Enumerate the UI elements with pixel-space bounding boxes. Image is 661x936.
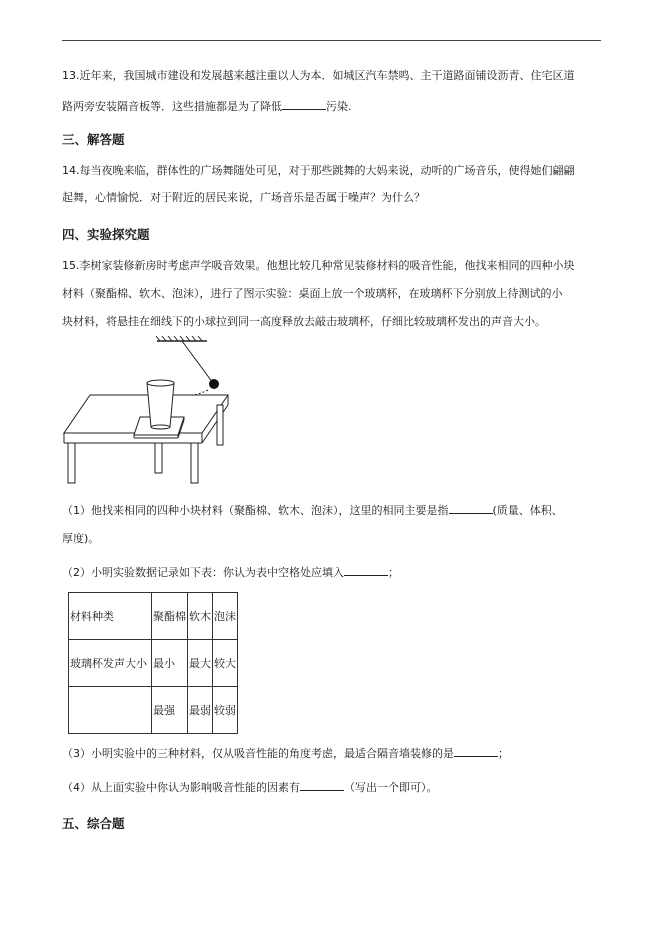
table-row (69, 640, 238, 687)
answer-blank[interactable] (282, 98, 326, 110)
table-cell: 玻璃杯发声大小 (69, 640, 152, 687)
q14-line1: 14.每当夜晚来临，群体性的广场舞随处可见，对于那些跳舞的大妈来说，动听的广场音乐，使得她们翩翩 (62, 164, 575, 177)
sub-question-4 (62, 779, 602, 796)
section-heading-3: 三、解答题 (62, 132, 125, 147)
data-table (68, 592, 238, 734)
table-cell: 最小 (152, 640, 188, 687)
q15-line1: 15.李树家装修新房时考虑声学吸音效果。他想比较几种常见装修材料的吸音性能，他找来相同的四种小块 (62, 259, 575, 272)
answer-blank[interactable] (344, 564, 388, 576)
table-row (69, 687, 238, 734)
sub1-text: （1）他找来相同的四种小块材料（聚酯棉、软木、泡沫），这里的相同主要是指 (62, 504, 449, 517)
q15-line3: 块材料，将悬挂在细线下的小球拉到同一高度释放去敲击玻璃杯，仔细比较玻璃杯发出的声音大小。 (62, 315, 546, 328)
sub3-end: ； (498, 747, 509, 760)
question-15 (62, 258, 602, 330)
table-cell: 较弱 (213, 687, 238, 734)
sub4-text: （4）从上面实验中你认为影响吸音性能的因素有 (62, 781, 300, 794)
q13-line2 (62, 98, 602, 115)
ceiling-mount (156, 336, 207, 341)
sub1-line2: 厚度)。 (62, 532, 100, 545)
q15-line2: 材料（聚酯棉、软木、泡沫），进行了图示实验：桌面上放一个玻璃杯，在玻璃杯下分别放上待测试的小 (62, 287, 563, 300)
sub-question-2 (62, 564, 602, 581)
table-cell: 最弱 (188, 687, 213, 734)
sub1-line1 (62, 502, 602, 519)
table-cell: 较大 (213, 640, 238, 687)
table-row (69, 593, 238, 640)
sub3-text: （3）小明实验中的三种材料，仅从吸音性能的角度考虑，最适合隔音墙装修的是 (62, 747, 454, 760)
section-heading-4: 四、实验探究题 (62, 227, 150, 242)
answer-blank[interactable] (300, 779, 344, 791)
string-line (182, 341, 213, 383)
q14-line2: 起舞，心情愉悦．对于附近的居民来说，广场音乐是否属于噪声？为什么？ (62, 191, 425, 204)
sub2-text: （2）小明实验数据记录如下表：你认为表中空格处应填入 (62, 566, 344, 579)
q13-line2-end: 污染. (326, 100, 352, 113)
section-heading-5: 五、综合题 (62, 816, 125, 831)
q13-line2-text: 路两旁安装隔音板等．这些措施都是为了降低 (62, 100, 282, 113)
table-cell: 聚酯棉 (152, 593, 188, 640)
glass-cup (147, 380, 174, 429)
q13-line1: 13.近年来，我国城市建设和发展越来越注重以人为本．如城区汽车禁鸣、主干道路面铺设沥青、住宅区道 (62, 69, 575, 82)
sub2-end: ； (388, 566, 399, 579)
sub-question-1 (62, 502, 602, 547)
question-14 (62, 163, 602, 206)
sub1-options: (质量、体积、 (492, 504, 563, 517)
header-rule (62, 40, 601, 41)
answer-blank[interactable] (449, 502, 493, 514)
answer-blank[interactable] (454, 745, 498, 757)
pendulum-ball (209, 379, 219, 389)
experiment-figure (62, 335, 232, 485)
sub-question-3 (62, 745, 602, 762)
table-cell: 泡沫 (213, 593, 238, 640)
table-cell: 材料种类 (69, 593, 152, 640)
table-cell: 最强 (152, 687, 188, 734)
sub4-end: （写出一个即可）。 (344, 781, 438, 794)
question-13 (62, 68, 602, 115)
table-cell: 最大 (188, 640, 213, 687)
table-cell-blank[interactable] (69, 687, 152, 734)
table-cell: 软木 (188, 593, 213, 640)
